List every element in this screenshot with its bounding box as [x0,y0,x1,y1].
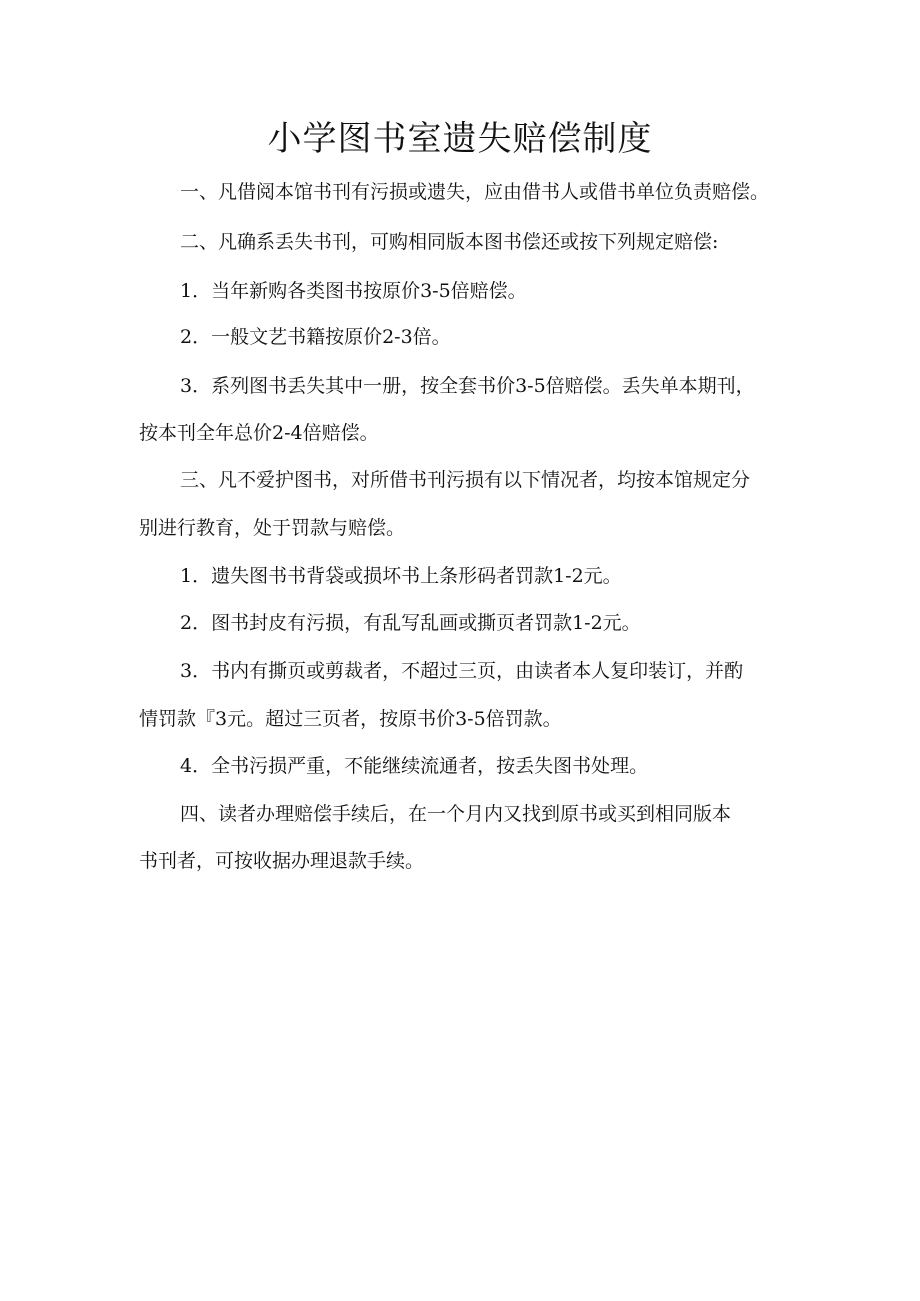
paragraph-line: 3．系列图书丢失其中一册，按全套书价3-5倍赔偿。丢失单本期刊， [180,375,755,397]
paragraph-line: 1．当年新购各类图书按原价3-5倍赔偿。 [180,280,527,302]
paragraph-line: 按本刊全年总价2-4倍赔偿。 [139,422,379,444]
paragraph-line: 2．图书封皮有污损，有乱写乱画或撕页者罚款1-2元。 [180,612,641,634]
paragraph-line: 书刊者，可按收据办理退款手续。 [139,850,425,872]
paragraph-line: 三、凡不爱护图书，对所借书刊污损有以下情况者，均按本馆规定分 [180,469,751,491]
paragraph-line: 2．一般文艺书籍按原价2-3倍。 [180,326,451,348]
paragraph-line: 别进行教育，处于罚款与赔偿。 [139,517,406,539]
paragraph-line: 1．遗失图书书背袋或损坏书上条形码者罚款1-2元。 [180,565,622,587]
document-title: 小学图书室遗失赔偿制度 [267,119,653,159]
paragraph-line: 二、凡确系丢失书刊，可购相同版本图书偿还或按下列规定赔偿: [180,231,719,253]
paragraph-line: 情罚款『3元。超过三页者，按原书价3-5倍罚款。 [139,708,562,730]
paragraph-line: 3．书内有撕页或剪裁者，不超过三页，由读者本人复印装订，并酌 [180,660,744,682]
paragraph-line: 一、凡借阅本馆书刊有污损或遗失，应由借书人或借书单位负责赔偿。 [180,181,770,203]
paragraph-line: 四、读者办理赔偿手续后，在一个月内又找到原书或买到相同版本 [180,803,732,825]
paragraph-line: 4．全书污损严重，不能继续流通者，按丢失图书处理。 [180,755,649,777]
